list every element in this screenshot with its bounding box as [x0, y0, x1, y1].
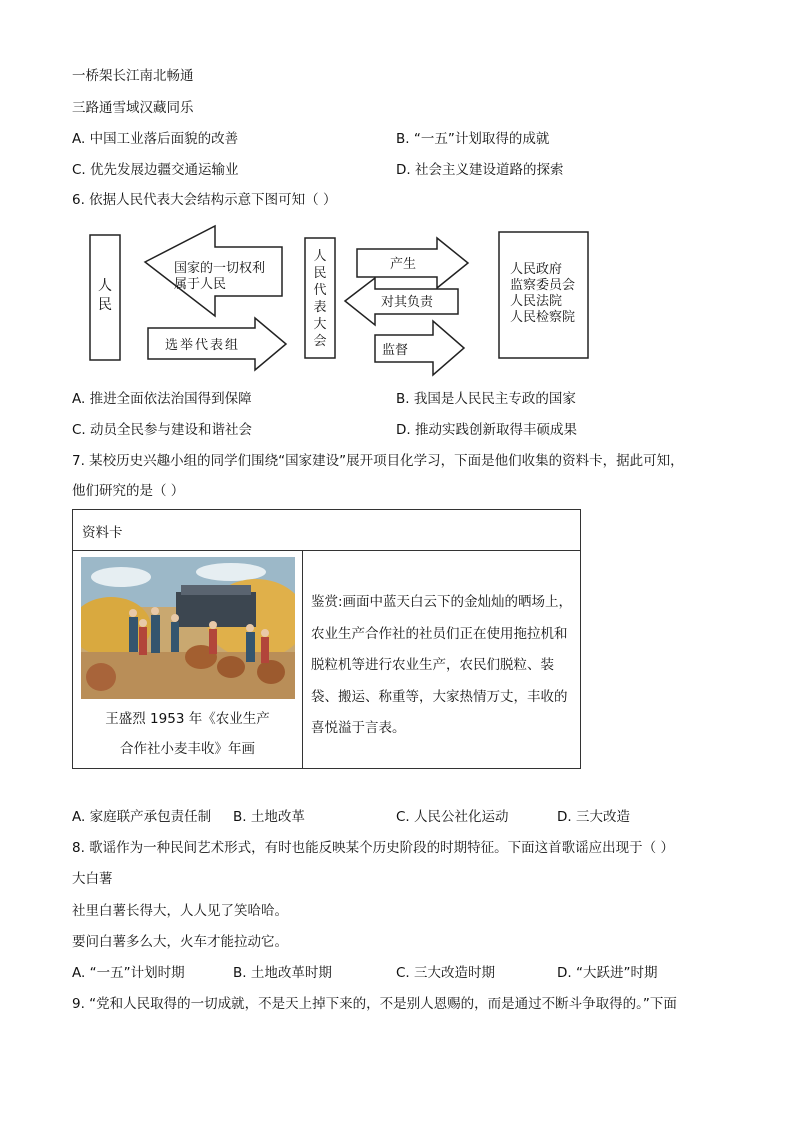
- supervise-arrow-text: 监督: [382, 343, 409, 358]
- organ-government: 人民政府: [510, 262, 563, 277]
- q8-song-line-2: 要问白薯多么大，火车才能拉动它。: [72, 934, 288, 950]
- congress-label-5: 大: [313, 317, 327, 332]
- congress-label-6: 会: [313, 334, 327, 349]
- harvest-painting-image: [81, 557, 295, 699]
- material-card-text-cell: [303, 551, 580, 768]
- q8-song-line-1: 社里白薯长得大，人人见了笑哈哈。: [72, 903, 288, 919]
- produce-arrow-text: 产生: [390, 257, 417, 272]
- q6-option-d[interactable]: D. 推动实践创新取得丰硕成果: [396, 422, 577, 438]
- responsible-arrow-text: 对其负责: [381, 295, 434, 310]
- q7-option-b[interactable]: B. 土地改革: [233, 809, 305, 825]
- elect-arrow-text: 选举代表组: [165, 338, 241, 353]
- q6-option-b[interactable]: B. 我国是人民民主专政的国家: [396, 391, 576, 407]
- q8-option-c[interactable]: C. 三大改造时期: [396, 965, 496, 981]
- q5-poem-line-1: 一桥架长江南北畅通: [72, 68, 194, 84]
- material-card-header: [73, 510, 580, 551]
- q7-option-d[interactable]: D. 三大改造: [557, 809, 630, 825]
- q5-option-b[interactable]: B. “一五”计划取得的成就: [396, 131, 550, 147]
- congress-label-2: 民: [313, 266, 327, 281]
- rights-arrow-text-2: 属于人民: [174, 277, 227, 292]
- material-card: [72, 509, 581, 769]
- q8-option-a[interactable]: A. “一五”计划时期: [72, 965, 185, 981]
- congress-label-4: 表: [313, 300, 327, 315]
- q7-option-a[interactable]: A. 家庭联产承包责任制: [72, 809, 212, 825]
- q6-option-a[interactable]: A. 推进全面依法治国得到保障: [72, 391, 252, 407]
- people-label-2: 民: [98, 297, 112, 313]
- q8-option-b[interactable]: B. 土地改革时期: [233, 965, 332, 981]
- organ-court: 人民法院: [510, 294, 563, 309]
- people-label-1: 人: [98, 278, 112, 294]
- organ-supervision: 监察委员会: [510, 278, 576, 293]
- congress-structure-diagram: [0, 0, 794, 380]
- q9-stem: 9. “党和人民取得的一切成就，不是天上掉下来的，不是别人恩赐的，而是通过不断斗争取得的。”下面: [72, 996, 677, 1012]
- material-card-title: 资料卡: [82, 525, 123, 541]
- q5-option-c[interactable]: C. 优先发展边疆交通运输业: [72, 162, 239, 178]
- congress-label-3: 代: [313, 283, 327, 298]
- q7-option-c[interactable]: C. 人民公社化运动: [396, 809, 509, 825]
- congress-label-1: 人: [313, 249, 327, 264]
- q8-stem: 8. 歌谣作为一种民间艺术形式，有时也能反映某个历史阶段的时期特征。下面这首歌谣应出现于（ ）: [72, 840, 674, 856]
- q6-option-c[interactable]: C. 动员全民参与建设和谐社会: [72, 422, 253, 438]
- q7-stem-line-2: 他们研究的是（ ）: [72, 483, 185, 499]
- q8-option-d[interactable]: D. “大跃进”时期: [557, 965, 658, 981]
- q5-option-a[interactable]: A. 中国工业落后面貌的改善: [72, 131, 239, 147]
- q6-stem: 6. 依据人民代表大会结构示意下图可知（ ）: [72, 192, 337, 208]
- painting-caption-line-1: 王盛烈 1953 年《农业生产: [105, 711, 270, 727]
- organ-procuratorate: 人民检察院: [510, 310, 576, 325]
- q7-stem-line-1: 7. 某校历史兴趣小组的同学们围绕“国家建设”展开项目化学习，下面是他们收集的资料卡，据此可知，: [72, 453, 684, 469]
- material-card-image-cell: [73, 551, 303, 768]
- rights-arrow-text-1: 国家的一切权利: [174, 261, 266, 276]
- painting-description: 鉴赏:画面中蓝天白云下的金灿灿的晒场上，农业生产合作社的社员们正在使用拖拉机和脱粒机等进行农业生产，农民们脱粒、装袋、搬运、称重等，大家热情万丈，丰收的喜悦溢于言表。: [311, 594, 573, 736]
- q8-song-title: 大白薯: [72, 871, 113, 887]
- painting-caption-line-2: 合作社小麦丰收》年画: [120, 741, 255, 757]
- q5-option-d[interactable]: D. 社会主义建设道路的探索: [396, 162, 564, 178]
- q5-poem-line-2: 三路通雪域汉藏同乐: [72, 100, 194, 116]
